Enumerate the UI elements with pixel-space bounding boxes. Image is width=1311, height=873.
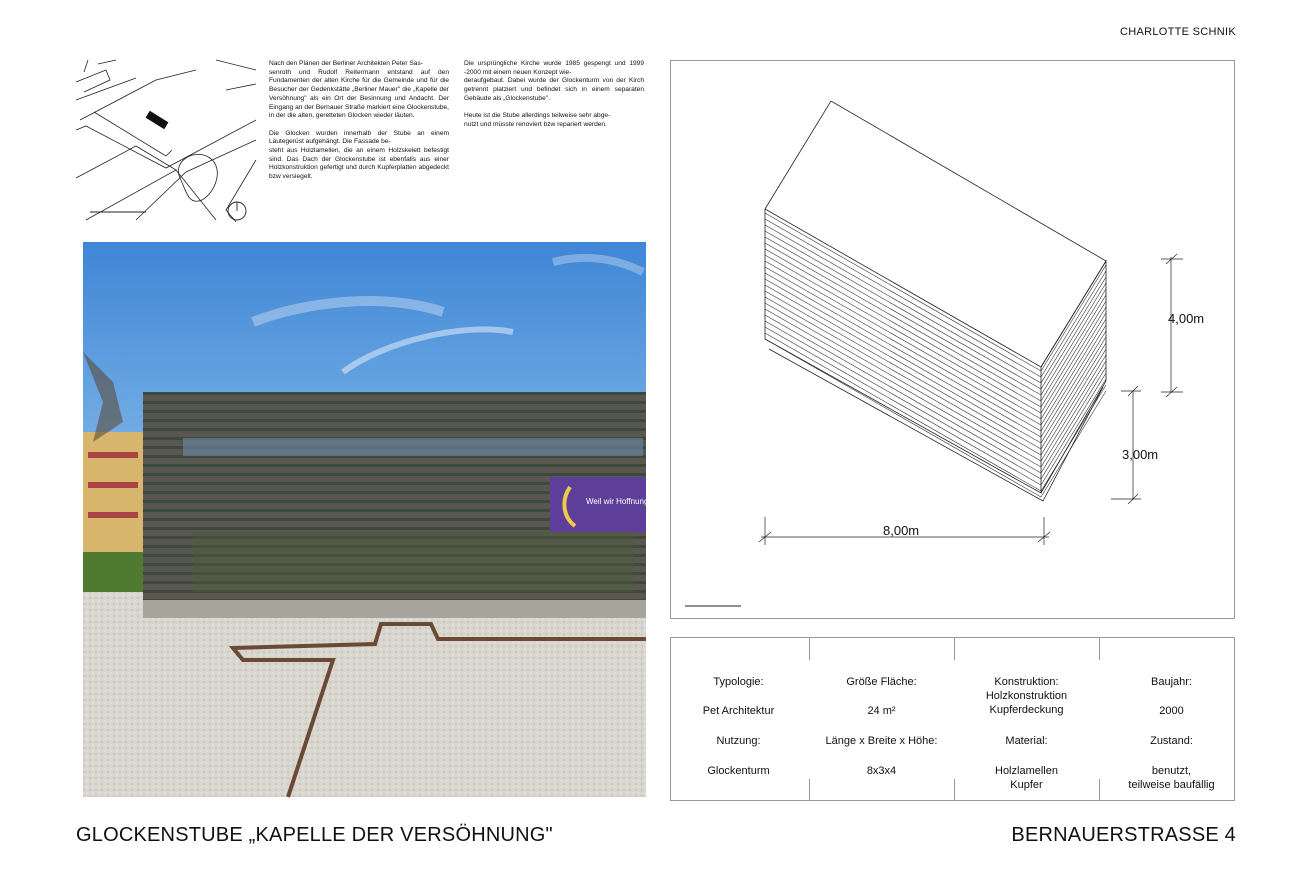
zustand-value: benutzt, teilweise baufällig [1128, 765, 1215, 791]
material-label: Material: [1005, 735, 1048, 747]
isometric-drawing [670, 60, 1235, 619]
banner-text: Weil wir Hoffnung haben [586, 497, 673, 506]
length-label: 8,00m [883, 523, 920, 538]
description-column-1: Nach den Plänen der Berliner Architekten Peter Sas- senroth und Rudolf Reitermann entstand auf den Fundamenten der alten Kirche für die Gemeinde und für die Besucher der Gedenkstätte „Berliner Mauer" die „Kapelle der Versöhnung" als ein Ort der Besinnung und Andacht. Der Eingang an der Bernauer Straße markiert eine Glockenstube, in der die alten, geretteten Glocken wieder läuten. Die Glocken wurden innerhalb der Stube an einem Läutegerüst aufgehängt. Die Fassade be- steht aus Holzlamellen, die an einem Holzskelett befestigt sind. Das Dach der Glockenstube ist ebenfalls aus einer Holzkonstruktion gefertigt und durch Kupferplatten abgedeckt bzw versiegelt. [269, 60, 449, 181]
typologie-label: Typologie: [713, 676, 764, 688]
konstruktion-value: Holzkonstruktion Kupferdeckung [985, 690, 1068, 716]
baujahr-label: Baujahr: [1151, 676, 1192, 688]
konstruktion-label: Konstruktion: [994, 676, 1059, 688]
facade-slat-line [765, 327, 1106, 485]
height-bottom-label: 3,00m [1122, 447, 1159, 462]
description-column-2: Die ursprüngliche Kirche wurde 1985 gespengt und 1999 -2000 mit einem neuen Konzept wie- deraufgebaut. Dabei wurde der Glockenturm von der Kirch getrennt platziert und befindet sich in einem separaten Gebäude als „Glockenstube". Heute ist die Stube allerdings teilweise sehr abge- nutzt und müsste renoviert bzw repariert werden. [464, 60, 644, 128]
address-title: BERNAUERSTRASSE 4 [1011, 824, 1236, 846]
page-title: GLOCKENSTUBE „KAPELLE DER VERSÖHNUNG" [76, 824, 553, 846]
typologie-value: Pet Architektur [702, 705, 775, 717]
baujahr-value: 2000 [1159, 705, 1184, 717]
material-value: Holzlamellen Kupfer [995, 765, 1058, 791]
flaeche-value: 24 m² [867, 705, 896, 717]
masse-label: Länge x Breite x Höhe: [825, 735, 938, 747]
info-table [670, 637, 1235, 801]
site-plan [76, 60, 256, 222]
flaeche-label: Größe Fläche: [846, 676, 917, 688]
author-name: CHARLOTTE SCHNIK [1119, 26, 1236, 38]
bell-house-photo [83, 242, 673, 797]
nutzung-value: Glockenturm [707, 765, 770, 777]
height-top-label: 4,00m [1168, 311, 1205, 326]
zustand-label: Zustand: [1150, 735, 1193, 747]
masse-value: 8x3x4 [866, 765, 897, 777]
facade-slat-line [765, 339, 1106, 497]
facade-slat-line [765, 333, 1106, 491]
nutzung-label: Nutzung: [716, 735, 761, 747]
